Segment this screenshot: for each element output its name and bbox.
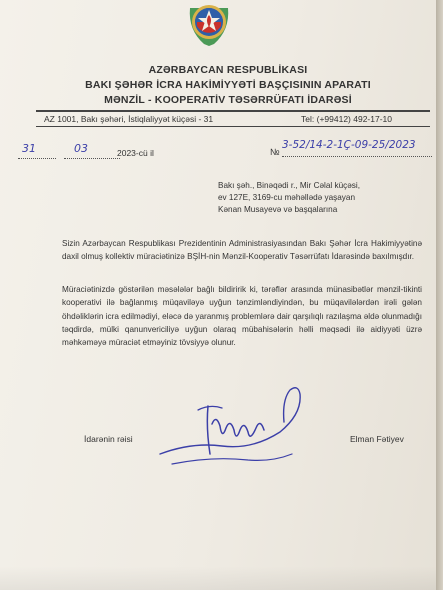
header-rule-bottom (36, 126, 430, 127)
recipient-block (218, 180, 360, 216)
recipient-line: Kənan Musayevə və başqalarına (218, 205, 338, 214)
header-department: MƏNZİL - KOOPERATİV TƏSƏRRÜFATI İDARƏSİ (104, 94, 352, 106)
handwritten-signature (152, 384, 310, 474)
reference-number: 3-52/14-2-1Ç-09-25/2023 (282, 139, 416, 151)
header-office: BAKI ŞƏHƏR İCRA HAKİMİYYƏTİ BAŞÇISININ APARATI (85, 79, 371, 91)
header-rule-top (36, 110, 430, 112)
header-country: AZƏRBAYCAN RESPUBLİKASI (148, 64, 308, 76)
header-phone: Tel: (+99412) 492-17-10 (301, 114, 392, 124)
date-month: 03 (74, 142, 88, 155)
state-emblem-icon (184, 0, 234, 50)
background-edge (436, 0, 443, 590)
body-paragraph: Sizin Azərbaycan Respublikası Prezidentinin Administrasiyasından Bakı Şəhər İcra Hakimiyyətinə daxil olmuş kollektiv müraciətinizə BŞİH-nin Mənzil-Kooperativ Təsərrüfatı İdarəsində baxılmışdır. (62, 239, 422, 262)
reference-number-blank (282, 156, 432, 157)
header-address: AZ 1001, Bakı şəhəri, İstiqlaliyyət küçəsi - 31 (44, 114, 214, 124)
signatory-title: İdarənin rəisi (84, 434, 133, 444)
date-year: 2023-cü il (117, 148, 154, 158)
date-day-blank (18, 158, 56, 159)
date-day: 31 (22, 142, 36, 155)
signatory-name: Elman Fətiyev (350, 434, 404, 444)
recipient-line: ev 127E, 3169-cu məhəllədə yaşayan (218, 193, 356, 202)
body-paragraph: Müraciətinizdə göstərilən məsələlər bağlı bildiririk ki, tərəflər arasında münasibətlər mənzil-tikinti kooperativi ilə bağlanmış müqaviləyə uyğun tənzimləndiyindən, bu müqavilələrdən irəli gələn öhdəliklərin icra edilmədiyi, eləcə də yaranmış problemlərə dair qarşılıqlı razılaşma əldə olunmadığı təqdirdə, mülki qanunvericiliyə uyğun olaraq mübahisələrin həlli məqsədi ilə aidiyyəti üzrə məhkəməyə müraciət etməyiniz tövsiyyə olunur. (62, 285, 422, 348)
recipient-line: Bakı şəh., Binəqədi r., Mir Cəlal küçəsi, (218, 181, 360, 190)
reference-number-label: № (270, 147, 280, 157)
date-month-blank (64, 158, 120, 159)
page-shadow (0, 566, 436, 590)
date-field (18, 148, 178, 160)
